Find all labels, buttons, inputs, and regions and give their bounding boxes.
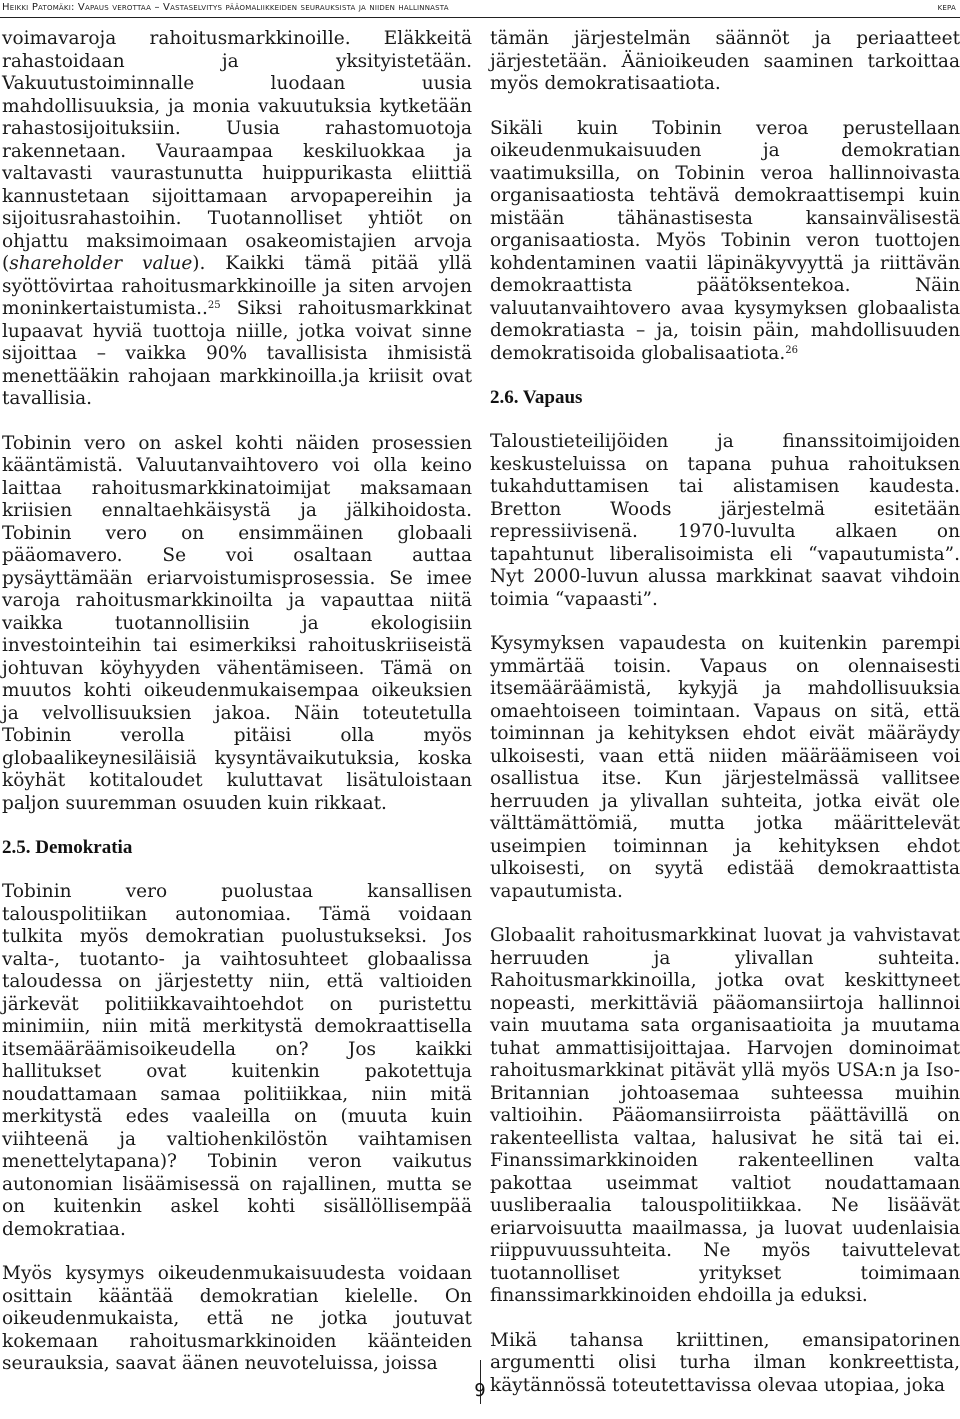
paragraph: Taloustieteilijöiden ja finanssitoimijoiden keskusteluissa on tapana puhua rahoituksen tukahduttamisen tai alistamisen kaudesta. Bretton Woods järjestelmä esitetään repressiivisenä. 1970-luvulta alkaen on tapahtunut liberalisoimista eli “vapautumista”. Nyt 2000-luvun alussa markkinat saavat vihdoin toimia “vapaasti”. [490, 431, 960, 610]
footnote-ref: 25 [207, 300, 221, 311]
right-column [490, 28, 960, 1419]
section-heading: 2.6. Vapaus [490, 387, 583, 408]
running-head [0, 0, 960, 18]
paragraph: Sikäli kuin Tobinin veroa perustellaan oikeudenmukaisuuden ja demokratian vaatimuksilla, on Tobinin veroa hallinnoivasta organisaatiosta tehtävä demokraattisempi kuin mistään tähänastisesta kansainvälisestä organisaatiosta. Myös Tobinin veron tuottojen kohdentaminen vaatii läpinäkyvyyttä ja riittävän demokraattista päätöksentekoa. Näin valuutanvaihtovero avaa kysymyksen globaalista demokratiasta – ja, toisin päin, mahdollisuuden demokratisoida globalisaatiota.$^{26}$ [490, 117, 960, 364]
paragraph: Myös kysymys oikeudenmukaisuudesta voidaan osittain kääntää demokratian kielelle. On oikeudenmukaista, että ne jotka joutuvat kokemaan rahoitusmarkkinoiden käänteiden seurauksia, saavat äänen neuvoteluissa, joissa [2, 1263, 472, 1374]
page-number: 9 [474, 1380, 486, 1401]
header-rule [0, 17, 960, 18]
paragraph: Tobinin vero puolustaa kansallisen talouspolitiikan autonomiaa. Tämä voidaan tulkita myös demokratian puolustukseksi. Jos valta-, tuotanto- ja vaihtosuhteet globaalissa taloudessa on järjestetty niin, että valtioiden järkevät politiikkavaihtoehdot on puristettu minimiin, niin mitä merkitystä demokraattisella itsemääräämisoikeudella on? Jos kaikki hallitukset ovat kuitenkin pakotettuja noudattamaan samaa politiikkaa, niin mitä merkitystä edes vaaleilla on (muuta kuin viihteenä ja valtiohenkilöstön vaihtamisen menettelytapana)? Tobinin veron vaikutus autonomian lisäämisessä on rajallinen, mutta se on kuitenkin askel kohti sisällöllisempää demokratiaa. [2, 881, 472, 1240]
italic-term: shareholder value [9, 253, 193, 274]
paragraph: voimavaroja rahoitusmarkkinoille. Eläkkeitä rahastoidaan ja yksityistetään. Vakuutustoiminnalle luodaan uusia mahdollisuuksia, ja monia vakuutuksia kytketään rahastosijoituksiin. Uusia rahastomuotoja rakennetaan. Vauraampaa keskiluokkaa ja valtavasti vaurastunutta huippurikasta eliittiä kannustetaan sijoittamaan arvopapereihin ja sijoitusrahastoihin. Tuotannolliset yhtiöt on ohjattu maksimoimaan osakeomistajien arvoja (shareholder value). Kaikki tämä pitää yllä syöttövirtaa rahoitusmarkkinoille ja siten arvojen moninkertaistumista..$^{25}$ Siksi rahoitusmarkkinat lupaavat hyviä tuottoja niille, jotka voivat sinne sijoittaa – vaikka 90% tavallisista ihmisistä menettääkin rahojaan markkinoilla.ja kriisit ovat tavallisia. [2, 28, 472, 409]
footnote-ref: 26 [785, 344, 798, 356]
running-title: Heikki Patomäki: Vapaus verottaa – Vastaselvitys pääomaliikkeiden seurauksista ja niiden hallinnasta [2, 2, 449, 13]
publisher-label: kepa [937, 2, 956, 13]
paragraph: Mikä tahansa kriittinen, emansipatorinen argumentti olisi turha ilman konkreettista, käytännössä toteutettavissa olevaa utopiaa, joka [490, 1329, 960, 1396]
paragraph: tämän järjestelmän säännöt ja periaatteet järjestetään. Äänioikeuden saaminen tarkoittaa myös demokratisaatiota. [490, 28, 960, 94]
paragraph: Tobinin vero on askel kohti näiden prosessien kääntämistä. Valuutanvaihtovero voi olla keino laittaa rahoitusmarkkinatoimijat maksamaan kriisien ennaltaehkäisystä ja jälkihoidosta. Tobinin vero on ensimmäinen globaali pääomavero. Se voi osaltaan auttaa pysäyttämään eriarvoistumisprosessia. Se imee varoja rahoitusmarkkinoilta ja vapauttaa niitä vaikka tuotannollisiin ja ekologisiin investointeihin tai esimerkiksi rahoituskriiseistä johtuvan köyhyyden vähentämiseen. Tämä on muutos kohti oikeudenmukaisempaa oikeuksien ja velvollisuuksien jakoa. Näin toteutetulla Tobinin verolla pitäisi olla myös globaalikeynesiläisiä kysyntävaikutuksia, koska köyhät kotitaloudet kuluttavat lisätuloistaan paljon suuremman osuuden kuin rikkaat. [2, 432, 472, 814]
left-column [2, 28, 472, 1398]
paragraph: Globaalit rahoitusmarkkinat luovat ja vahvistavat herruuden ja ylivallan suhteita. Rahoitusmarkkinoilla, jotka ovat keskittyneet nopeasti, merkittäviä pääomansiirtoja hallinnoi vain muutama sata organisaatioita ja muutama tuhat ammattisijoittajaa. Harvojen dominoimat rahoitusmarkkinat pitävät yllä myös USA:n ja Iso-Britannian johtoasemaa suhteessa muihin valtioihin. Pääomansiirroista päättävillä on rakenteellista valtaa, halusivat he sitä tai ei. Finanssimarkkinoiden rakenteellinen valta pakottaa useimmat valtiot noudattamaan uusliberaalia talouspolitiikkaa. Ne lisäävät eriarvoisuutta maailmassa, ja luovat uudenlaisia riippuvuussuhteita. Ne myös taivuttelevat tuotannolliset yritykset toimimaan finanssimarkkinoiden ehdoilla ja eduksi. [490, 925, 960, 1306]
section-heading: 2.5. Demokratia [2, 837, 133, 858]
paragraph: Kysymyksen vapaudesta on kuitenkin parempi ymmärtää toisin. Vapaus on olennaisesti itsemääräämistä, kykyjä ja mahdollisuuksia omaehtoiseen toimintaan. Vapaus on sitä, että toiminnan ja kehityksen ehdot eivät määräydy ulkoisesti, vaan että niiden määräämiseen voi osallistua itse. Kun järjestelmässä vallitsee herruuden ja ylivallan suhteita, jotka eivät ole välttämättömiä, mutta jotka määrittelevät useimpien toiminnan ja kehityksen ehdot ulkoisesti, on syytä edistää demokraattista vapautumista. [490, 633, 960, 902]
